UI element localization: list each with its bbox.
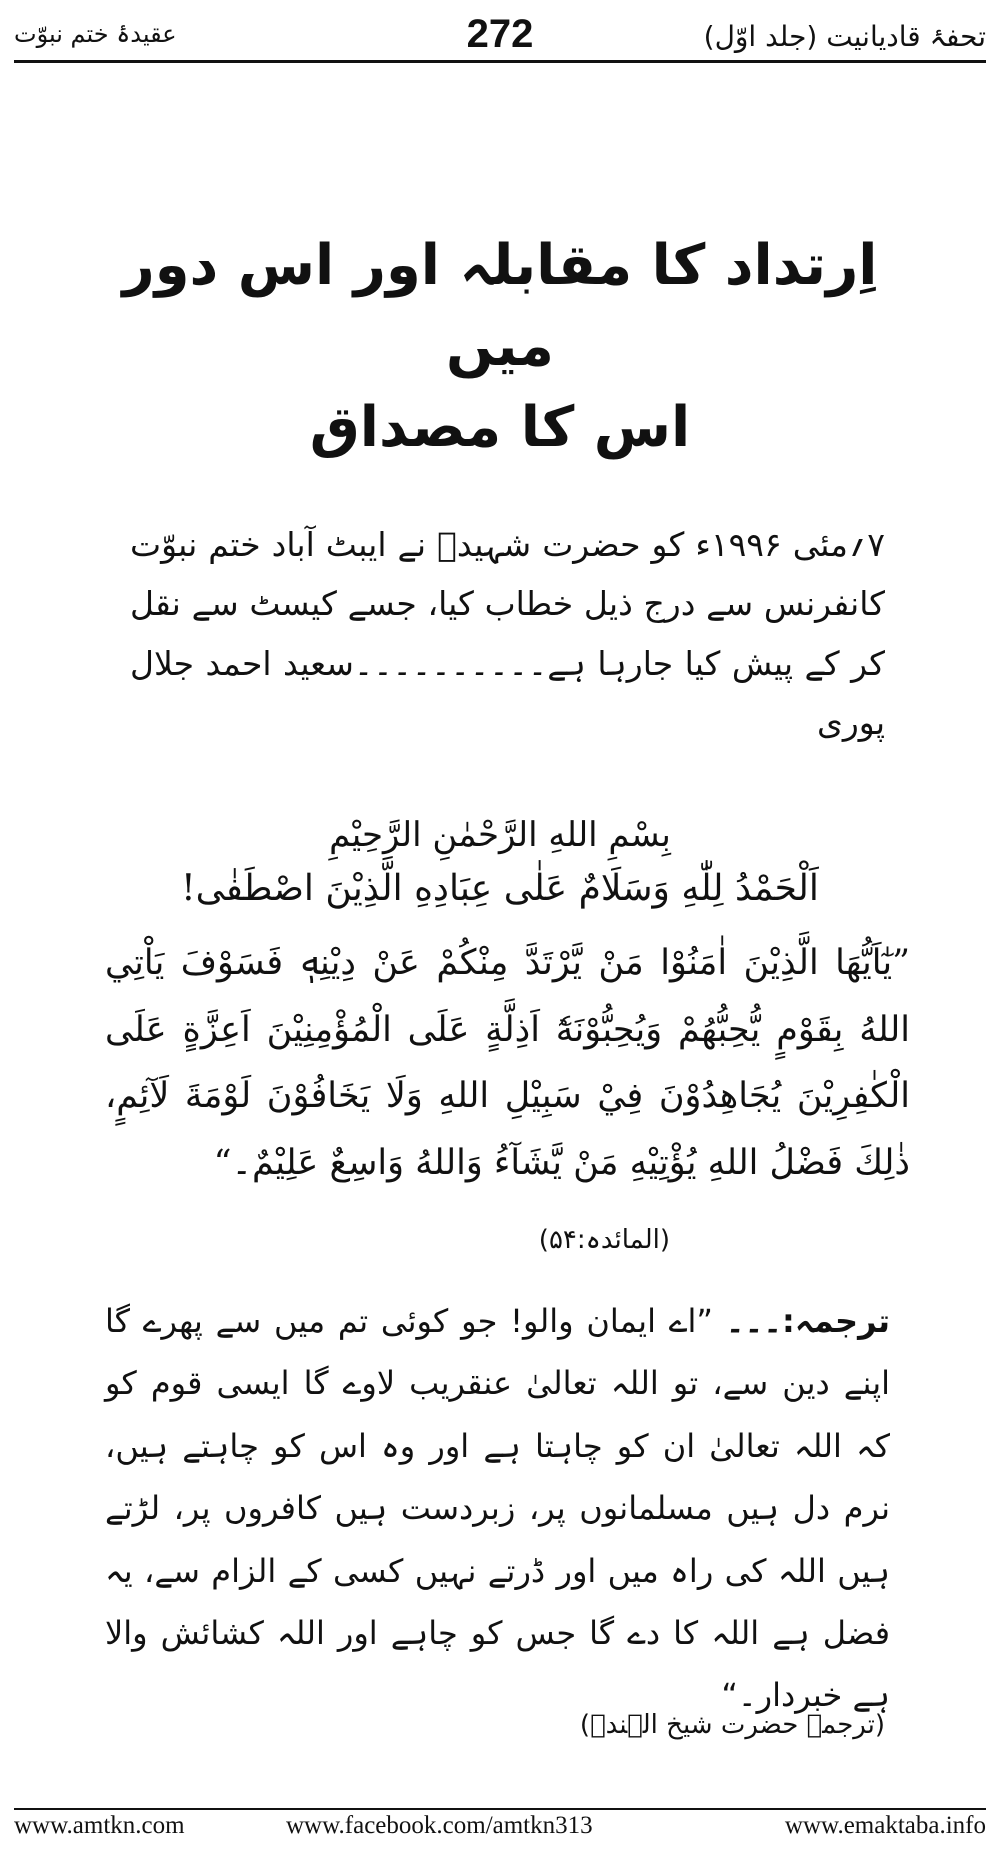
chapter-title-line-1: اِرتداد کا مقابلہ اور اس دور میں — [122, 233, 878, 380]
translation-attribution: (ترجمہ حضرت شیخ الہندؒ) — [579, 1710, 885, 1740]
header-divider — [14, 60, 986, 63]
hamd-line: اَلْحَمْدُ لِلّٰهِ وَسَلَامٌ عَلٰى عِبَادِهِ الَّذِيْنَ اصْطَفٰى! — [181, 868, 819, 909]
quran-verse: ”يٰٓاَيُّهَا الَّذِيْنَ اٰمَنُوْا مَنْ يَّرْتَدَّ مِنْكُمْ عَنْ دِيْنِهٖ فَسَوْفَ يَاْتِي اللهُ بِقَوْمٍ يُّحِبُّهُمْ وَيُحِبُّوْنَهٗٓ اَذِلَّةٍ عَلَى الْمُؤْمِنِيْنَ اَعِزَّةٍ عَلَى الْكٰفِرِيْنَ يُجَاهِدُوْنَ فِيْ سَبِيْلِ اللهِ وَلَا يَخَافُوْنَ لَوْمَةَ لَآئِمٍ، ذٰلِكَ فَضْلُ اللهِ يُؤْتِيْهِ مَنْ يَّشَآءُ وَاللهُ وَاسِعٌ عَلِيْمٌ۔“ — [105, 943, 910, 1183]
page-footer — [14, 1812, 986, 1846]
translation-label: ترجمہ:۔۔۔ — [725, 1302, 891, 1340]
chapter-title-line-2: اس کا مصداق — [309, 395, 691, 461]
footer-link-facebook[interactable]: www.facebook.com/amtkn313 — [286, 1812, 593, 1839]
chapter-title — [60, 225, 940, 469]
translation-paragraph — [105, 1290, 890, 1727]
header-left-title: عقیدۂ ختم نبوّت — [14, 20, 177, 48]
footer-divider — [14, 1808, 986, 1810]
page-number: 272 — [466, 12, 534, 56]
verse-reference: (المائدہ:۵۴) — [538, 1225, 670, 1255]
footer-link-emaktaba[interactable]: www.emaktaba.info — [784, 1812, 986, 1839]
header-right-title: تحفۂ قادیانیت (جلد اوّل) — [703, 20, 986, 53]
page-header — [14, 10, 986, 60]
intro-paragraph: ۷؍مئی ۱۹۹۶ء کو حضرت شہیدؒ نے ایبٹ آباد ختم نبوّت کانفرنس سے درج ذیل خطاب کیا، جسے کیسٹ سے نقل کر کے پیش کیا جارہا ہے۔۔۔۔۔۔۔۔۔۔سعید احمد جلال پوری — [130, 525, 885, 743]
footer-link-amtkn[interactable]: www.amtkn.com — [14, 1812, 185, 1839]
bismillah: بِسْمِ اللهِ الرَّحْمٰنِ الرَّحِيْمِ — [329, 815, 671, 855]
translation-text: ”اے ایمان والو! جو کوئی تم میں سے پھرے گا اپنے دین سے، تو اللہ تعالیٰ عنقریب لاوے گا ایسی قوم کو کہ اللہ تعالیٰ ان کو چاہتا ہے اور وہ اس کو چاہتے ہیں، نرم دل ہیں مسلمانوں پر، زبردست ہیں کافروں پر، لڑتے ہیں اللہ کی راہ میں اور ڈرتے نہیں کسی کے الزام سے، یہ فضل ہے اللہ کا دے گا جس کو چاہے اور اللہ کشائش والا ہے خبردار۔“ — [105, 1302, 890, 1715]
